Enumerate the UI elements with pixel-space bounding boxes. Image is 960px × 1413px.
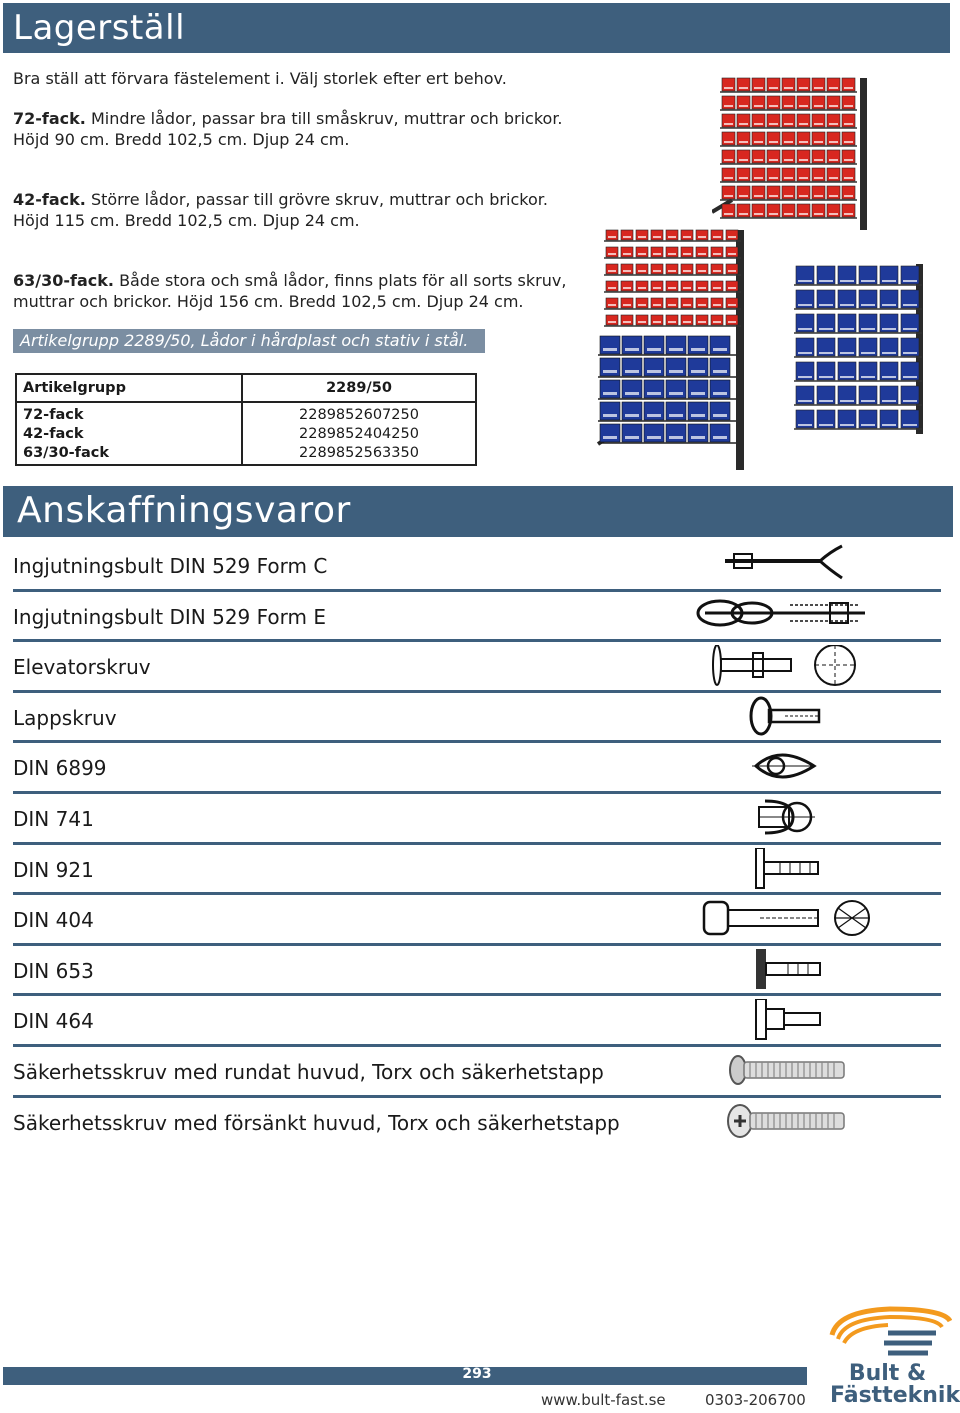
rack-72-image [712, 72, 877, 237]
item-63-title: 63/30-fack. [13, 271, 114, 290]
din-6899-thimble-icon [750, 746, 820, 788]
item-72-dims: Höjd 90 cm. Bredd 102,5 cm. Djup 24 cm. [13, 129, 350, 149]
product-list-item [13, 541, 941, 592]
page-number: 293 [462, 1366, 492, 1382]
product-label: Elevatorskruv [13, 655, 151, 680]
security-screw-round-icon [726, 1050, 851, 1092]
item-42-desc: Större lådor, passar till grövre skruv, muttrar och brickor. [85, 190, 548, 209]
logo-line2: Fästteknik [830, 1383, 960, 1408]
product-label: Säkerhetsskruv med försänkt huvud, Torx och säkerhetstapp [13, 1110, 620, 1135]
item-63-dims: muttrar och brickor. Höjd 156 cm. Bredd 102,5 cm. Djup 24 cm. [13, 291, 524, 311]
product-list-item [13, 1098, 941, 1149]
wing-screw-icon [745, 696, 825, 738]
article-group-note: Artikelgrupp 2289/50, Lådor i hårdplast och stativ i stål. [13, 329, 485, 353]
product-label: DIN 464 [13, 1009, 94, 1034]
elevator-screw-icon [705, 645, 865, 687]
footer-website: www.bult-fast.se [541, 1391, 666, 1409]
logo-line1: Bult & [848, 1361, 927, 1386]
product-list-item [13, 895, 941, 946]
product-label: Ingjutningsbult DIN 529 Form C [13, 554, 328, 578]
anchor-bolt-e-icon [690, 595, 880, 637]
article-table [15, 373, 477, 466]
product-label: DIN 404 [13, 908, 94, 933]
table-cell-name: 72-fack [23, 407, 84, 423]
product-label: Säkerhetsskruv med rundat huvud, Torx och säkerhetstapp [13, 1060, 604, 1084]
product-list-item [13, 946, 941, 997]
din-404-screw-icon [700, 898, 880, 940]
product-list-item [13, 743, 941, 794]
product-label: DIN 741 [13, 807, 94, 831]
item-42-dims: Höjd 115 cm. Bredd 102,5 cm. Djup 24 cm. [13, 210, 360, 230]
item-72-desc: Mindre lådor, passar bra till småskruv, muttrar och brickor. [85, 109, 563, 128]
table-header-group: Artikelgrupp [16, 374, 242, 402]
table-cell-name: 42-fack [23, 426, 84, 442]
section-banner-lagerstall [3, 3, 950, 53]
security-screw-countersunk-icon [726, 1101, 851, 1143]
logo-mark-icon [828, 1305, 952, 1361]
product-list-item [13, 845, 941, 896]
section-title: Lagerställ [13, 8, 186, 48]
din-464-thumb-screw-icon [752, 999, 827, 1041]
item-42-title: 42-fack. [13, 190, 86, 209]
product-list-item [13, 592, 941, 643]
product-label: DIN 653 [13, 958, 94, 983]
product-list-item [13, 996, 941, 1047]
product-list-item [13, 693, 941, 744]
din-921-screw-icon [750, 848, 825, 890]
product-list-item [13, 1047, 941, 1098]
table-cell-name: 63/30-fack [23, 445, 110, 461]
section-title: Anskaffningsvaror [17, 490, 351, 531]
din-653-thumb-screw-icon [752, 949, 827, 991]
product-list-item [13, 642, 941, 693]
product-label: DIN 6899 [13, 756, 107, 781]
product-label: DIN 921 [13, 857, 94, 882]
rack-42-image [790, 262, 930, 438]
product-list-item [13, 794, 941, 845]
item-63-desc: Både stora och små lådor, finns plats för all sorts skruv, [113, 271, 567, 290]
din-741-clamp-icon [755, 797, 820, 839]
item-63-text [13, 271, 566, 312]
rack-63-image [596, 226, 756, 474]
section-banner-anskaffningsvaror [3, 486, 953, 537]
item-72-text [13, 109, 563, 150]
table-cell-code: 2289852607250 [299, 407, 419, 423]
logo-text [830, 1361, 960, 1408]
footer-phone: 0303-206700 [705, 1391, 806, 1409]
intro-text: Bra ställ att förvara fästelement i. Välj storlek efter ert behov. [13, 69, 507, 88]
item-72-title: 72-fack. [13, 109, 86, 128]
product-label: Lappskruv [13, 705, 117, 730]
item-42-text [13, 190, 548, 231]
table-header-code: 2289/50 [242, 374, 476, 402]
table-cell-code: 2289852404250 [299, 426, 419, 442]
product-label: Ingjutningsbult DIN 529 Form E [13, 604, 327, 629]
table-cell-code: 2289852563350 [299, 445, 419, 461]
table-row [16, 402, 476, 465]
anchor-bolt-c-icon [720, 544, 850, 586]
